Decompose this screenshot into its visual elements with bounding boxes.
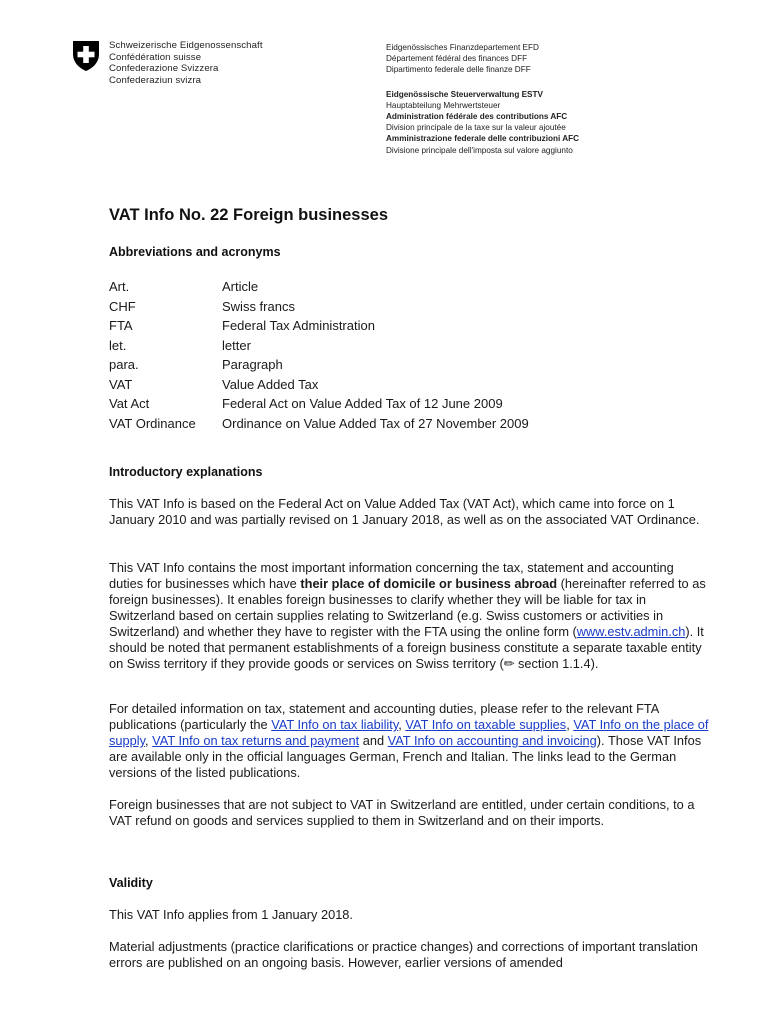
text-run: ). Those VAT Infos are available only in the official languages German, French and Italian. The links lead to the German versions of the listed publications.: [109, 733, 702, 780]
confederation-line: Confédération suisse: [109, 51, 202, 63]
abbreviations-table: [109, 277, 529, 433]
administration-line: Divisione principale dell'imposta sul valore aggiunto: [386, 145, 573, 155]
abbreviations-heading: Abbreviations and acronyms: [109, 245, 281, 259]
abbreviation-meaning: letter: [222, 337, 251, 353]
abbreviation-row: [109, 414, 529, 434]
text-run: (hereinafter referred to as foreign businesses). It enables foreign businesses to clarify whether they will be liable for tax in Switzerland based on certain supplies relating to Switzerland (e.g. Swiss customers or activities in Switzerland) and whether they have to register with the FTA using the online form (: [109, 576, 706, 639]
abbreviation-meaning: Article: [222, 279, 259, 294]
text-run: ,: [566, 717, 574, 732]
text-run: and: [359, 733, 388, 748]
confederation-line: Confederaziun svizra: [109, 74, 202, 86]
text-run: For detailed information on tax, statement and accounting duties, please refer to the relevant FTA publications (particularly the: [109, 701, 659, 732]
administration-line: Hauptabteilung Mehrwertsteuer: [386, 100, 501, 110]
text-run: This VAT Info contains the most important information concerning the tax, statement and accounting duties for businesses which have: [109, 560, 674, 591]
intro-paragraph-4: Foreign businesses that are not subject to VAT in Switzerland are entitled, under certain conditions, to a VAT refund on goods and services supplied to them in Switzerland and on their imports.: [109, 797, 695, 828]
department-line: Eidgenössisches Finanzdepartement EFD: [386, 43, 539, 52]
abbreviation-meaning: Value Added Tax: [222, 376, 319, 392]
text-run: ,: [145, 733, 153, 748]
vat-info-taxable-supplies-link[interactable]: VAT Info on taxable supplies: [405, 717, 567, 732]
swiss-coat-of-arms-icon: [72, 40, 100, 72]
abbreviation: Vat Act: [109, 396, 150, 411]
intro-paragraph-3: [109, 701, 709, 781]
validity-heading: Validity: [109, 876, 153, 890]
abbreviation: para.: [109, 357, 139, 372]
abbreviation: Art.: [109, 279, 130, 294]
department-line: Département fédéral des finances DFF: [386, 54, 528, 64]
intro-paragraph-2: [109, 560, 709, 672]
intro-paragraph-1: This VAT Info is based on the Federal Act on Value Added Tax (VAT Act), which came into force on 1 January 2010 and was partially revised on 1 January 2018, as well as on the associated VAT Ordinance.: [109, 496, 700, 527]
confederation-line: Schweizerische Eidgenossenschaft: [109, 40, 263, 51]
abbreviation: VAT Ordinance: [109, 415, 196, 431]
emphasis-text: their place of domicile or business abroad: [300, 576, 558, 591]
estv-website-link[interactable]: www.estv.admin.ch: [576, 624, 686, 639]
vat-info-tax-returns-link[interactable]: VAT Info on tax returns and payment: [152, 733, 360, 748]
abbreviation-row: [109, 297, 529, 317]
abbreviation: CHF: [109, 298, 136, 314]
abbreviation: FTA: [109, 318, 133, 333]
abbreviation-row: [109, 394, 529, 414]
validity-paragraph-1: This VAT Info applies from 1 January 2018.: [109, 907, 353, 922]
abbreviation-row: [109, 316, 529, 336]
abbreviation-row: [109, 355, 529, 375]
text-run: ,: [398, 717, 406, 732]
validity-paragraph-2: Material adjustments (practice clarifications or practice changes) and corrections of important translation errors are published on an ongoing basis. However, earlier versions of amended: [109, 939, 698, 970]
abbreviation-meaning: Federal Tax Administration: [222, 318, 375, 333]
abbreviation-meaning: Paragraph: [222, 357, 283, 372]
abbreviation-row: [109, 336, 529, 356]
vat-info-accounting-link[interactable]: VAT Info on accounting and invoicing: [387, 733, 597, 748]
department-line: Dipartimento federale delle finanze DFF: [386, 65, 531, 75]
abbreviation-meaning: Swiss francs: [222, 298, 295, 314]
text-run: ). It should be noted that permanent establishments of a foreign business constitute a separate taxable entity on Swiss territory if they provide goods or services on Swiss territory (: [109, 624, 704, 671]
abbreviation-meaning: Federal Act on Value Added Tax of 12 June 2009: [222, 396, 503, 411]
vat-info-tax-liability-link[interactable]: VAT Info on tax liability: [271, 717, 399, 732]
text-run: section 1.1.4).: [514, 656, 599, 671]
administration-line: Division principale de la taxe sur la valeur ajoutée: [386, 123, 566, 133]
confederation-line: Confederazione Svizzera: [109, 63, 219, 75]
abbreviation-row: [109, 277, 529, 297]
administration-line: Amministrazione federale delle contribuzioni AFC: [386, 134, 580, 144]
administration-line: Eidgenössische Steuerverwaltung ESTV: [386, 89, 543, 99]
pencil-icon: ✏: [503, 656, 515, 671]
abbreviation: VAT: [109, 376, 133, 392]
administration-line: Administration fédérale des contributions AFC: [386, 112, 568, 122]
intro-heading: Introductory explanations: [109, 465, 263, 479]
confederation-names: [109, 40, 263, 86]
abbreviation-row: [109, 375, 529, 395]
abbreviation: let.: [109, 337, 127, 353]
vat-info-place-of-supply-link[interactable]: VAT Info on the place of supply: [109, 717, 709, 748]
document-title: VAT Info No. 22 Foreign businesses: [109, 206, 389, 224]
abbreviation-meaning: Ordinance on Value Added Tax of 27 November 2009: [222, 415, 529, 431]
administration-block: [386, 42, 579, 156]
